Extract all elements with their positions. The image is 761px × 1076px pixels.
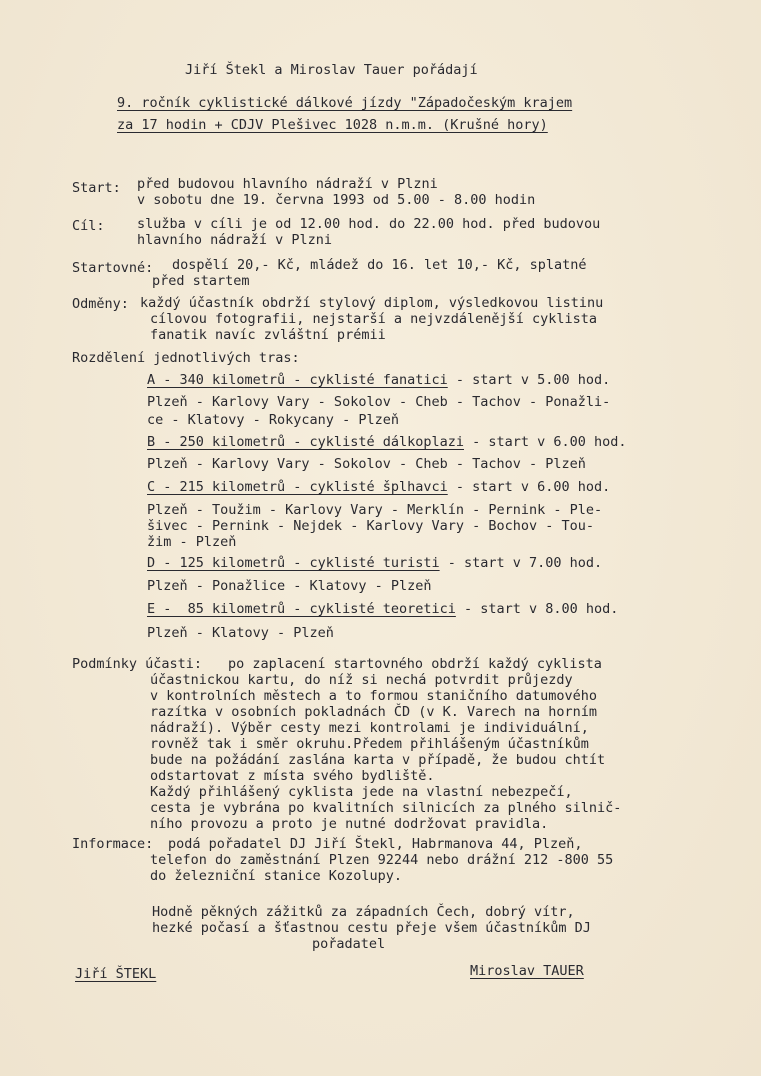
route-a-line-2: ce - Klatovy - Rokycany - Plzeň [147, 412, 399, 428]
odmeny-line-1: každý účastník obdrží stylový diplom, výsledkovou listinu [140, 295, 604, 311]
signature-left: Jiří ŠTEKL [75, 966, 157, 982]
route-d-head: D - 125 kilometrů - cyklisté turisti - start v 7.00 hod. [147, 555, 603, 571]
informace-label: Informace: [72, 836, 154, 852]
route-c-line-1: Plzeň - Toužim - Karlovy Vary - Merklín - Pernink - Ple- [147, 502, 603, 518]
startovne-line-2: před startem [152, 273, 250, 289]
title-line-1: 9. ročník cyklistické dálkové jízdy "Západočeským krajem [117, 95, 573, 111]
podminky-label: Podmínky účasti: [72, 656, 203, 672]
informace-line-2: telefon do zaměstnání Plzen 92244 nebo drážní 212 -800 55 [150, 852, 614, 868]
podminky-line-9: Každý přihlášený cyklista jede na vlastní nebezpečí, [150, 784, 573, 800]
startovne-line-1: dospělí 20,- Kč, mládež do 16. let 10,- Kč, splatné [172, 257, 587, 273]
podminky-line-8: odstartovat z místa svého bydliště. [150, 768, 435, 784]
closing-line-2: hezké počasí a šťastnou cestu přeje všem účastníkům DJ [152, 920, 591, 936]
podminky-line-5: nádraží). Výběr cesty mezi kontrolami je individuální, [150, 720, 589, 736]
podminky-line-11: ního provozu a proto je nutné dodržovat pravidla. [150, 816, 549, 832]
odmeny-label: Odměny: [72, 296, 129, 312]
podminky-line-1: po zaplacení startovného obdrží každý cyklista [228, 656, 602, 672]
start-line-2: v sobotu dne 19. června 1993 od 5.00 - 8.00 hodin [137, 192, 536, 208]
informace-line-1: podá pořadatel DJ Jiří Štekl, Habrmanova 44, Plzeň, [168, 836, 583, 852]
cil-line-2: hlavního nádraží v Plzni [137, 232, 333, 248]
podminky-line-2: účastnickou kartu, do níž si nechá potvrdit průjezdy [150, 672, 573, 688]
route-d-line-1: Plzeň - Ponažlice - Klatovy - Plzeň [147, 578, 432, 594]
route-a-head: A - 340 kilometrů - cyklisté fanatici - start v 5.00 hod. [147, 372, 611, 388]
closing-line-1: Hodně pěkných zážitků za západních Čech, dobrý vítr, [152, 904, 575, 920]
routes-heading: Rozdělení jednotlivých tras: [72, 350, 300, 366]
cil-label: Cíl: [72, 218, 105, 234]
route-b-head: B - 250 kilometrů - cyklisté dálkoplazi - start v 6.00 hod. [147, 434, 627, 450]
route-e-line-1: Plzeň - Klatovy - Plzeň [147, 625, 334, 641]
route-c-line-2: šivec - Pernink - Nejdek - Karlovy Vary - Bochov - Tou- [147, 518, 595, 534]
podminky-line-4: razítka v osobních pokladnách ČD (v K. Varech na horním [150, 704, 598, 720]
signature-right: Miroslav TAUER [470, 963, 584, 979]
startovne-label: Startovné: [72, 260, 154, 276]
closing-line-3: pořadatel [312, 936, 386, 952]
route-b-line-1: Plzeň - Karlovy Vary - Sokolov - Cheb - Tachov - Plzeň [147, 456, 586, 472]
cil-line-1: služba v cíli je od 12.00 hod. do 22.00 hod. před budovou [137, 216, 601, 232]
informace-line-3: do železniční stanice Kozolupy. [150, 868, 402, 884]
organizers-line: Jiří Štekl a Miroslav Tauer pořádají [185, 62, 478, 78]
podminky-line-3: v kontrolních městech a to formou staničního datumového [150, 688, 598, 704]
odmeny-line-2: cílovou fotografii, nejstarší a nejvzdálenější cyklista [150, 311, 598, 327]
route-a-line-1: Plzeň - Karlovy Vary - Sokolov - Cheb - Tachov - Ponažli- [147, 394, 611, 410]
title-line-2: za 17 hodin + CDJV Plešivec 1028 n.m.m. (Krušné hory) [117, 117, 548, 133]
podminky-line-7: bude na požádání zaslána karta v případě, že budou chtít [150, 752, 606, 768]
route-c-head: C - 215 kilometrů - cyklisté šplhavci - start v 6.00 hod. [147, 479, 611, 495]
start-line-1: před budovou hlavního nádraží v Plzni [137, 176, 438, 192]
odmeny-line-3: fanatik navíc zvláštní prémii [150, 327, 386, 343]
podminky-line-10: cesta je vybrána po kvalitních silnicích za plného silnič- [150, 800, 622, 816]
route-c-line-3: žim - Plzeň [147, 534, 237, 550]
podminky-line-6: rovněž tak i směr okruhu.Předem přihlášeným účastníkům [150, 736, 589, 752]
route-e-head: E - 85 kilometrů - cyklisté teoretici - start v 8.00 hod. [147, 601, 619, 617]
start-label: Start: [72, 180, 121, 196]
